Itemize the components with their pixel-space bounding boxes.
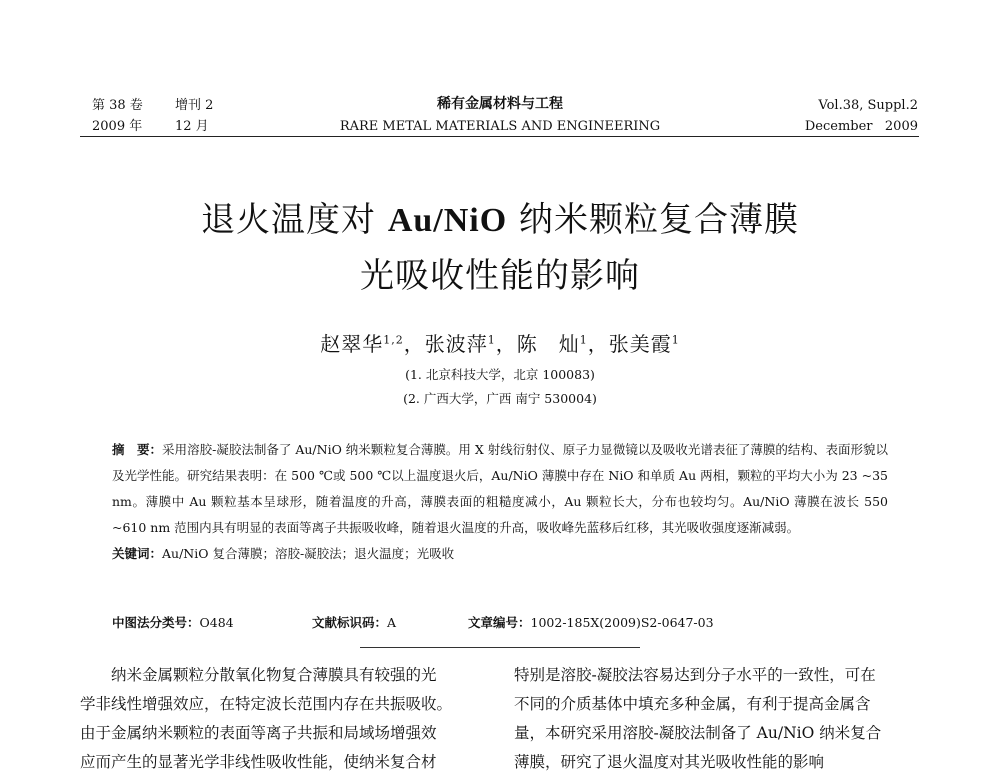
affiliation-1: (1. 北京科技大学，北京 100083) [405,367,595,382]
author-separator: ， [403,332,425,356]
body-line: 特别是溶胶-凝胶法容易达到分子水平的一致性，可在 [514,666,876,684]
author-name: 张波萍 [424,332,488,356]
document-code [312,613,396,631]
author-affiliation-mark: 1,2 [383,333,404,347]
journal-title-cn: 稀有金属材料与工程 [437,96,563,112]
article-title-line-2: 光吸收性能的影响 [360,256,640,296]
body-line: 不同的介质基体中填充多种金属，有利于提高金属含 [514,695,871,713]
header-rule [80,136,919,137]
article-number-label: 文章编号： [468,615,531,630]
body-line: 量，本研究采用溶胶-凝胶法制备了 Au/NiO 纳米复合 [514,724,882,742]
affiliation-2: (2. 广西大学，广西 南宁 530004) [403,391,597,406]
author-affiliation-mark: 1 [579,333,588,347]
author-name: 赵翠华 [320,332,384,356]
body-line: 纳米金属颗粒分散氧化物复合薄膜具有较强的光 [80,666,437,684]
author-list [0,328,1000,357]
title-text-en: Au/NiO [387,202,508,239]
body-line: 学非线性增强效应，在特定波长范围内存在共振吸收。 [80,695,453,713]
abstract-text: 采用溶胶-凝胶法制备了 Au/NiO 纳米颗粒复合薄膜。用 X 射线衍射仪、原子力显微镜以及吸收光谱表征了薄膜的结构、表面形貌以及光学性能。研究结果表明：在 500 ℃或 500 ℃以上温度退火后，Au/NiO 薄膜中存在 NiO 和单质 Au 两相，颗粒的平均大小为 23 ~35 nm。薄膜中 Au 颗粒基本呈球形，随着温度的升高，薄膜表面的粗糙度减小，Au 颗粒长大，分布也较均匀。Au/NiO 薄膜在波长 550 ~610 nm 范围内具有明显的表面等离子共振吸收峰，随着退火温度的升高，吸收峰先蓝移后红移，其光吸收强度逐渐减弱。 [112,442,888,535]
journal-title-en: RARE METAL MATERIALS AND ENGINEERING [339,119,661,134]
abstract [112,437,888,567]
keywords-label: 关键词： [112,546,163,561]
body-line: 由于金属纳米颗粒的表面等离子共振和局域场增强效 [80,724,437,742]
classification-code [112,613,234,631]
classification-row [112,613,888,633]
section-separator [360,647,640,648]
classification-value: O484 [199,615,234,630]
keywords-text: Au/NiO 复合薄膜；溶胶-凝胶法；退火温度；光吸收 [162,546,455,561]
author-separator: ， [587,332,609,356]
author-name: 张美霞 [608,332,672,356]
document-code-value: A [387,615,397,630]
month-cn: 12 月 [175,119,209,134]
volume-en: Vol.38, Suppl.2 [818,98,918,113]
title-text-2: 纳米颗粒复合薄膜 [507,200,799,240]
date-en: December 2009 [804,119,918,134]
author-name: 陈 灿 [516,332,580,356]
volume-cn: 第 38 卷 [92,98,143,113]
abstract-label: 摘 要： [112,442,163,457]
title-text-1: 退火温度对 [201,200,388,240]
author-affiliation-mark: 1 [487,333,496,347]
article-number-value: 1002-185X(2009)S2-0647-03 [530,615,714,630]
body-line: 应而产生的显著光学非线性吸收性能，使纳米复合材 [80,753,437,771]
year-cn: 2009 年 [92,119,143,134]
author-separator: ， [495,332,517,356]
author-affiliation-mark: 1 [671,333,680,347]
classification-label: 中图法分类号： [112,615,200,630]
document-code-label: 文献标识码： [312,615,388,630]
article-number [468,613,714,631]
issue-cn: 增刊 2 [175,98,214,113]
article-title-line-1 [0,196,1000,245]
body-line: 薄膜，研究了退火温度对其光吸收性能的影响 [514,753,825,771]
